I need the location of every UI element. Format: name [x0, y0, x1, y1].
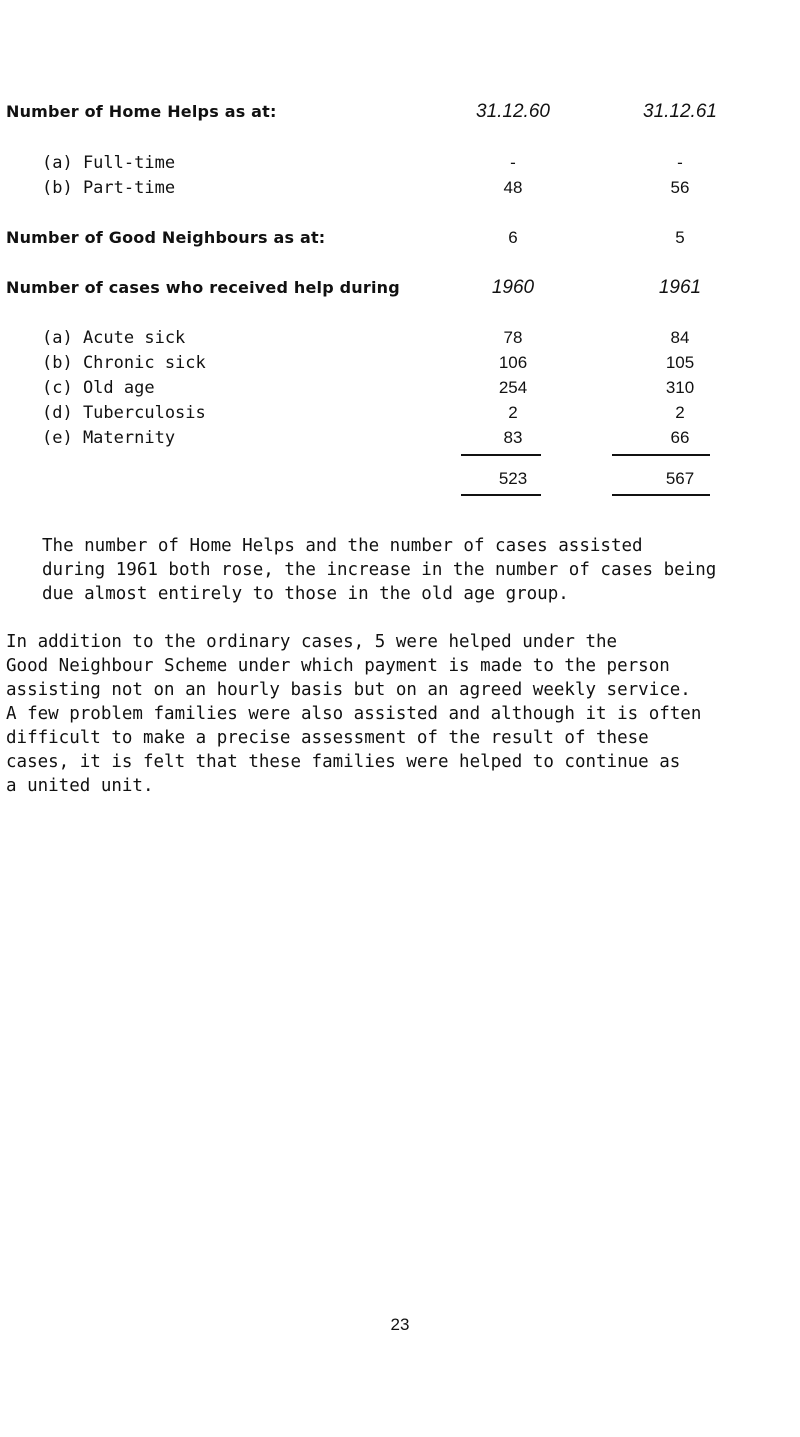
row-value-col2: 56 [670, 178, 690, 197]
row-value-col1: 83 [503, 428, 523, 447]
row-label: (b) Chronic sick [42, 353, 206, 373]
total-rule-top-col1 [461, 454, 541, 456]
row-value-col1: 2 [508, 403, 518, 422]
row-label: (d) Tuberculosis [42, 403, 206, 423]
paragraph: In addition to the ordinary cases, 5 were helped under the Good Neighbour Scheme under which payment is made to the person assisting not on an hourly basis but on an agreed weekly service. A few problem families were also assisted and although it is often difficult to make a precise assessment of the result of these cases, it is felt that these families were helped to continue as a united unit. [6, 632, 702, 796]
cases-row [0, 426, 800, 450]
cases-row [0, 326, 800, 350]
total-rule-top-col2 [612, 454, 710, 456]
good-neighbours-heading: Number of Good Neighbours as at: [6, 228, 326, 247]
home-helps-row [0, 176, 800, 200]
cases-row [0, 376, 800, 400]
good-neighbours-row [0, 226, 800, 250]
total-col2: 567 [665, 469, 695, 488]
row-value-col1: 48 [503, 178, 523, 197]
row-value-col1: 78 [503, 328, 523, 347]
cases-heading: Number of cases who received help during [6, 278, 400, 297]
good-neighbours-col1: 6 [508, 228, 518, 247]
total-rule-bottom-col1 [461, 494, 541, 496]
row-label: (a) Acute sick [42, 328, 186, 348]
home-helps-row [0, 151, 800, 175]
row-value-col1: - [510, 153, 516, 172]
row-label: (c) Old age [42, 378, 155, 398]
row-value-col1: 254 [498, 378, 528, 397]
year-col2: 1961 [658, 277, 702, 298]
year-col1: 1960 [491, 277, 535, 298]
row-value-col2: 84 [670, 328, 690, 347]
good-neighbours-col2: 5 [675, 228, 685, 247]
row-value-col2: - [677, 153, 683, 172]
row-value-col2: 66 [670, 428, 690, 447]
home-helps-header-row [0, 100, 800, 124]
total-rule-bottom-col2 [612, 494, 710, 496]
total-col1: 523 [498, 469, 528, 488]
row-value-col2: 310 [665, 378, 695, 397]
paragraph: The number of Home Helps and the number of cases assisted during 1961 both rose, the increase in the number of cases being due almost entirely to those in the old age group. [42, 536, 717, 604]
row-value-col2: 2 [675, 403, 685, 422]
row-value-col1: 106 [498, 353, 528, 372]
date-col2: 31.12.61 [643, 101, 717, 122]
home-helps-heading: Number of Home Helps as at: [6, 102, 277, 121]
cases-row [0, 351, 800, 375]
cases-total-row [0, 467, 800, 491]
row-label: (e) Maternity [42, 428, 176, 448]
row-value-col2: 105 [665, 353, 695, 372]
cases-row [0, 401, 800, 425]
date-col1: 31.12.60 [476, 101, 550, 122]
row-label: (b) Part-time [42, 178, 176, 198]
cases-header-row [0, 276, 800, 300]
row-label: (a) Full-time [42, 153, 176, 173]
page-number: 23 [390, 1315, 410, 1334]
